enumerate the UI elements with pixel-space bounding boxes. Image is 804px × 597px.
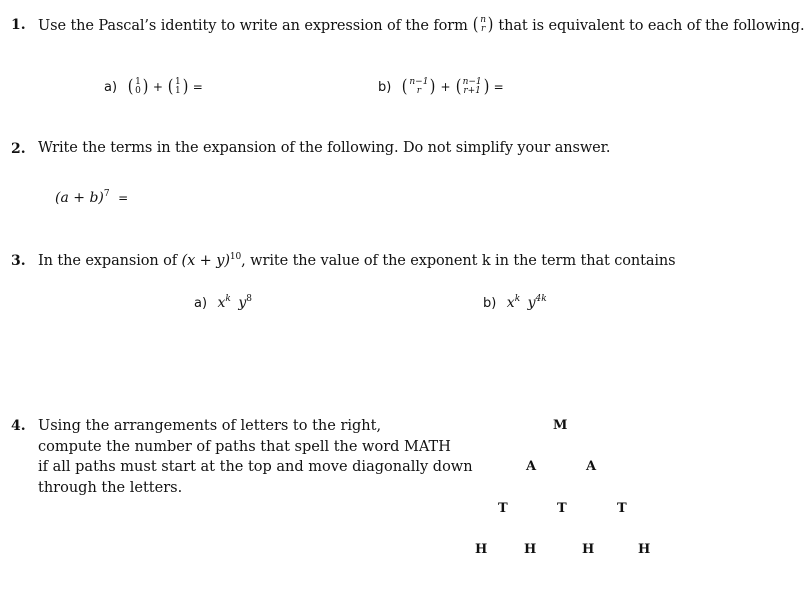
q1a-equals: =	[192, 80, 203, 94]
q1b-term2-top: n−1	[462, 77, 482, 87]
letter-a-1: A	[526, 459, 537, 474]
q3b-exp1: k	[514, 294, 521, 304]
letter-t-1: T	[498, 501, 508, 516]
q1a-term2-bottom: 1	[174, 86, 181, 96]
q1a-label: a)	[104, 79, 118, 95]
q3a-exp1: k	[225, 294, 231, 304]
q1a-term1-top: 1	[135, 77, 141, 87]
q1b-expression	[378, 78, 508, 96]
q3-text	[38, 252, 676, 269]
letter-h-4: H	[638, 542, 651, 557]
q3b-exp2: 4k	[535, 294, 547, 304]
q4-number: 4.	[11, 418, 26, 434]
q3-exponent: 10	[229, 252, 242, 262]
q3b-base1: x	[506, 295, 515, 311]
q1b-term1-bottom: r	[416, 86, 422, 96]
q3b-expression	[483, 294, 547, 311]
q2-expr: (a + b)	[55, 190, 104, 206]
q1a-term2: ( 1 1 )	[167, 76, 188, 97]
q3-expr: (x + y)	[181, 253, 230, 269]
q2-exponent: 7	[103, 189, 110, 199]
letter-t-3: T	[617, 501, 627, 516]
q4-line-3: if all paths must start at the top and move diagonally down	[38, 459, 473, 475]
q1b-term1: ( n−1 r )	[402, 76, 436, 97]
q3b-base2: y	[527, 295, 536, 311]
q1b-term1-top: n−1	[409, 77, 429, 87]
q1-form-bottom: r	[480, 24, 486, 34]
q1b-label: b)	[378, 79, 392, 95]
q1a-plus: +	[152, 80, 163, 94]
letter-h-1: H	[475, 542, 488, 557]
q3a-base2: y	[238, 295, 247, 311]
q1a-term1-bottom: 0	[135, 86, 141, 96]
q3a-label: a)	[194, 296, 208, 311]
q1b-plus: +	[440, 80, 451, 94]
q2-text: Write the terms in the expansion of the following. Do not simplify your answer.	[38, 140, 611, 156]
letter-a-2: A	[586, 459, 597, 474]
q1-form-binomial: ( n r )	[472, 14, 494, 35]
letter-h-3: H	[582, 542, 595, 557]
q2-equals: =	[118, 191, 129, 205]
q3-text-before: In the expansion of	[38, 253, 178, 269]
q3a-expression	[194, 294, 252, 311]
q1-number: 1.	[11, 17, 26, 33]
letter-t-2: T	[557, 501, 567, 516]
q1a-term1: ( 1 0 )	[127, 76, 149, 97]
q3-text-after: , write the value of the exponent k in the term that contains	[241, 253, 676, 269]
q3a-base1: x	[217, 295, 226, 311]
q3b-label: b)	[483, 296, 497, 311]
q4-line-4: through the letters.	[38, 479, 183, 496]
q1b-term2-bottom: r+1	[463, 86, 481, 96]
letter-m: M	[553, 418, 568, 433]
q1b-equals: =	[493, 80, 504, 94]
q1a-expression	[104, 78, 207, 96]
q2-expression	[55, 189, 132, 206]
q1-text-after: that is equivalent to each of the following.	[498, 18, 804, 34]
q1-form-top: n	[480, 15, 486, 25]
q3-number: 3.	[11, 253, 26, 269]
q1b-term2: ( n−1 r+1 )	[455, 76, 489, 97]
q4-text	[38, 416, 473, 498]
q1a-term2-top: 1	[174, 77, 181, 87]
q1-text	[38, 16, 804, 34]
letter-h-2: H	[524, 542, 537, 557]
q2-number: 2.	[11, 141, 26, 157]
q1-text-before: Use the Pascal’s identity to write an expression of the form	[38, 18, 468, 34]
q4-line-2: compute the number of paths that spell the word MATH	[38, 438, 451, 455]
q4-line-1: Using the arrangements of letters to the right,	[38, 418, 382, 434]
q3a-exp2: 8	[246, 294, 252, 304]
